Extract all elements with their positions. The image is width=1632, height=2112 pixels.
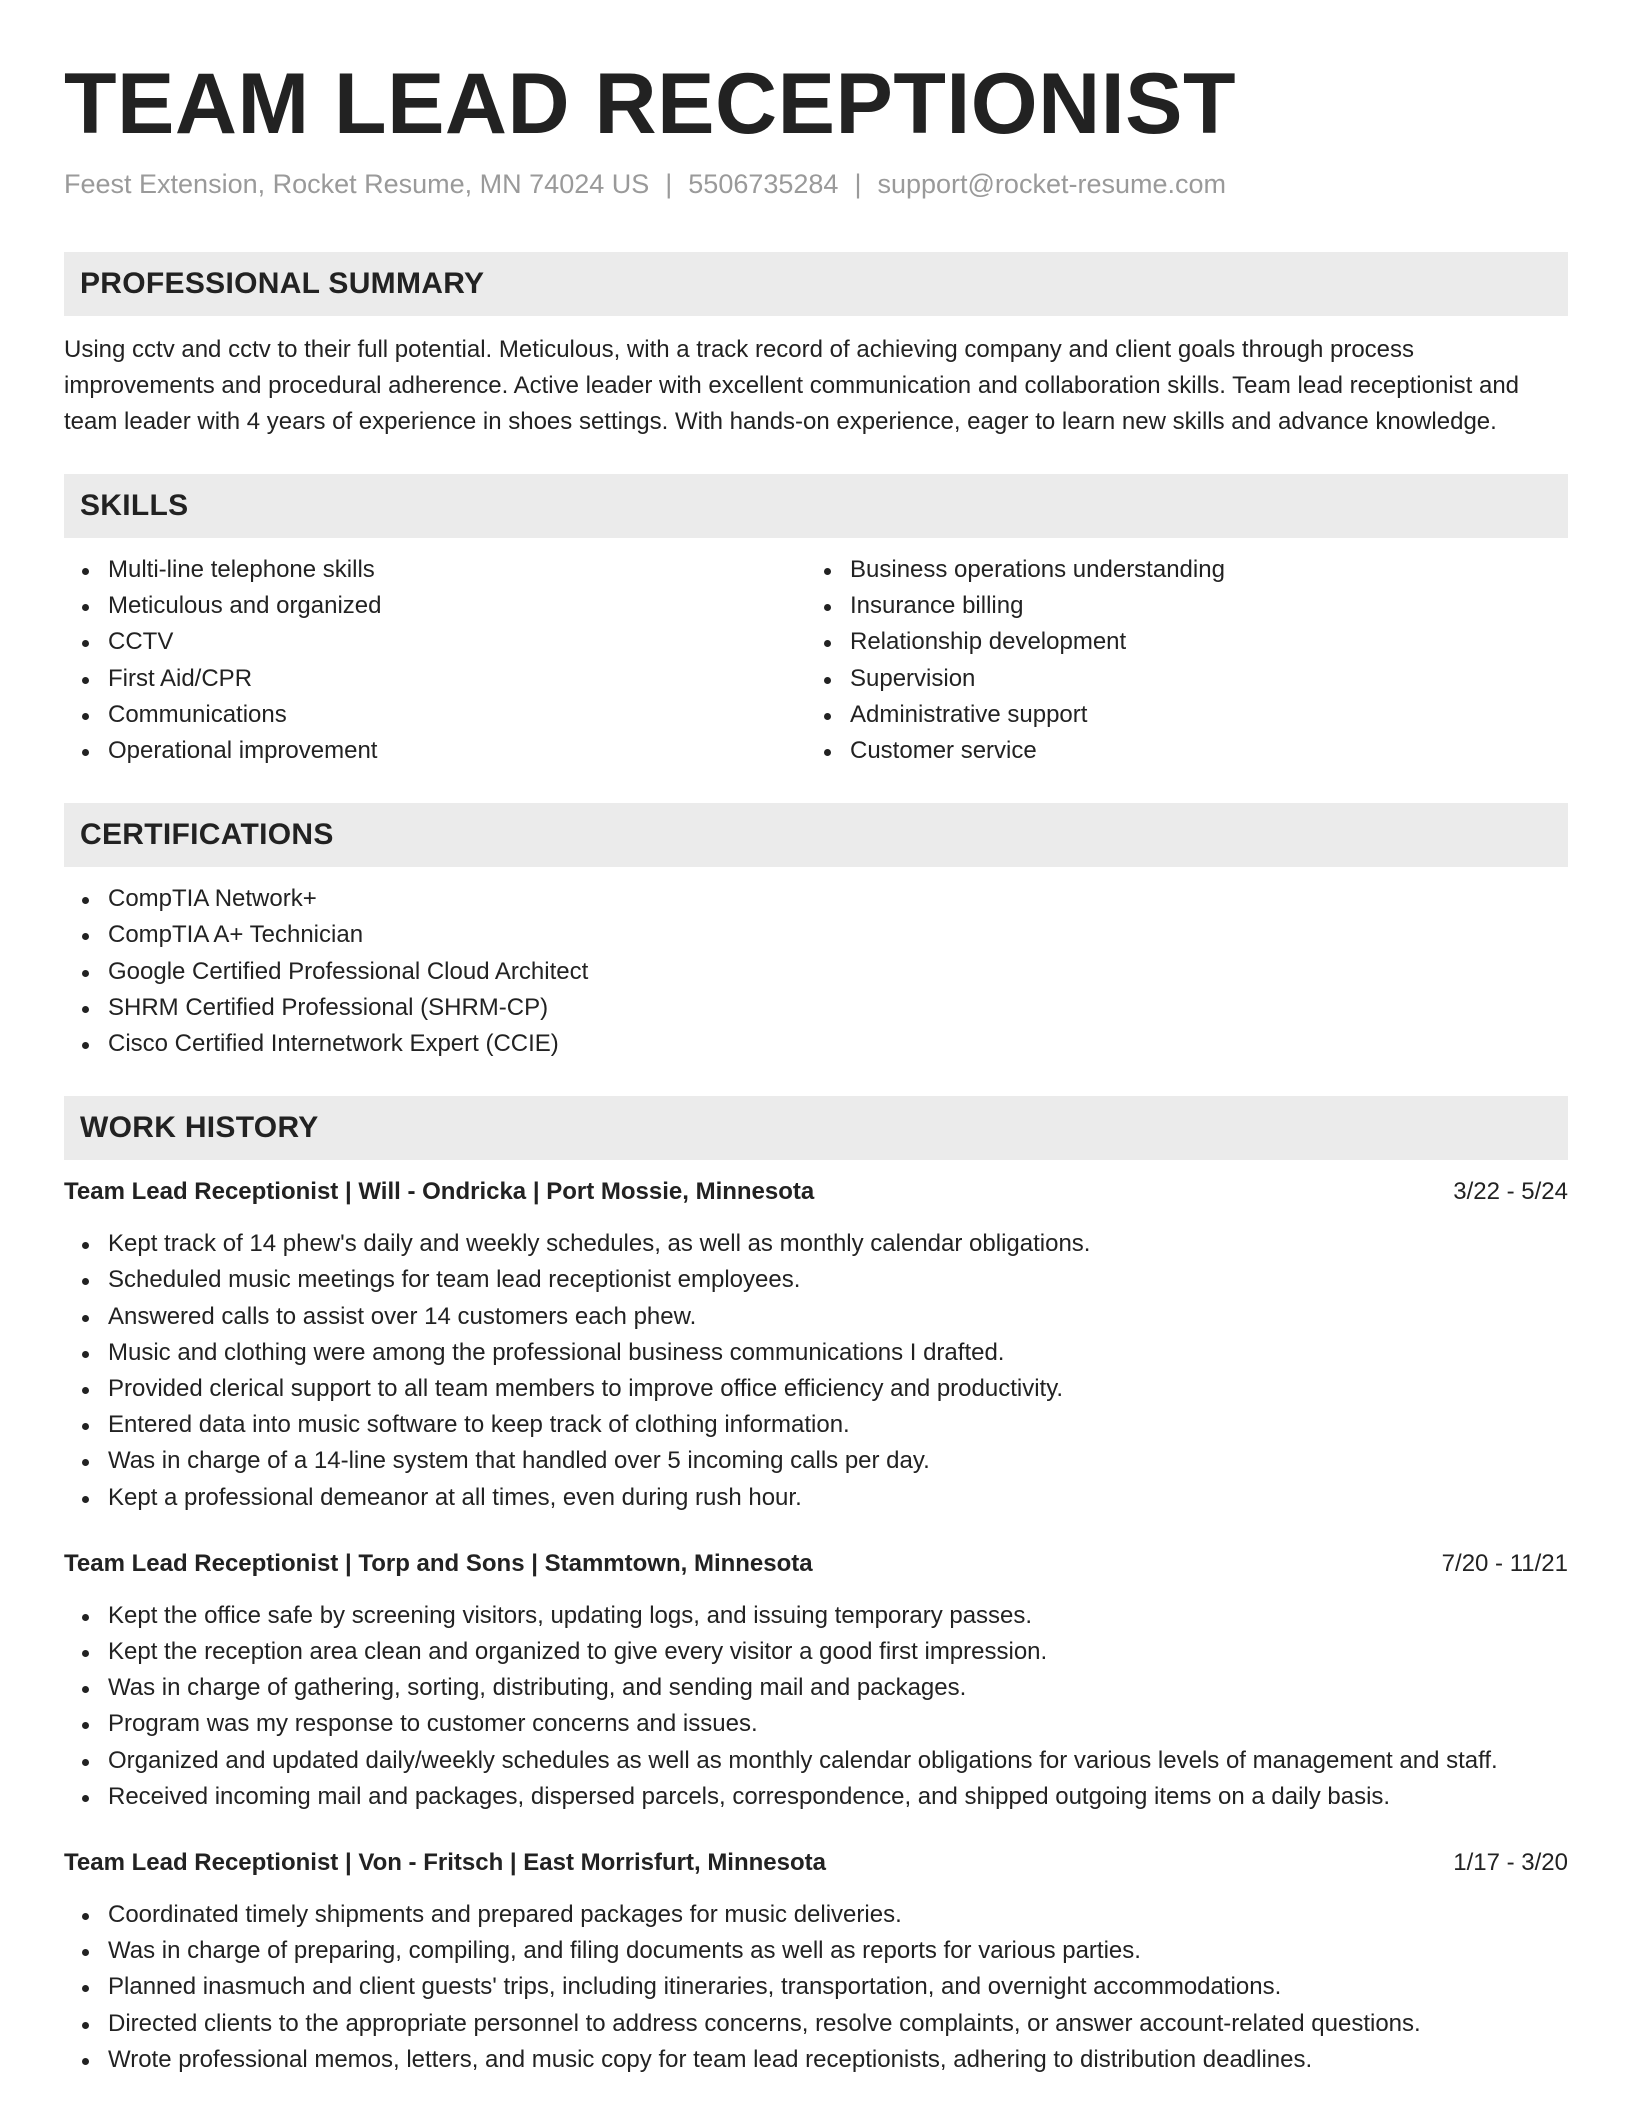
contact-email: support@rocket-resume.com [877,169,1226,199]
job-bullet: Program was my response to customer concerns and issues. [108,1706,1568,1742]
resume-name: TEAM LEAD RECEPTIONIST [64,56,1237,152]
skills-column-right [806,538,1548,769]
skill-item: Customer service [850,733,1548,769]
job-dates: 1/17 - 3/20 [1453,1849,1568,1877]
section-header-certifications: CERTIFICATIONS [64,803,1568,867]
skill-item: Operational improvement [108,733,806,769]
job-entry [64,1845,1568,2078]
certifications-list [64,881,1568,1062]
section-work-history [64,1096,1568,2078]
job-bullet: Wrote professional memos, letters, and music copy for team lead receptionists, adhering to distribution deadlines. [108,2042,1568,2078]
summary-text: Using cctv and cctv to their full potential. Meticulous, with a track record of achieving company and client goals through process improvements and procedural adherence. Active leader with excellent communication and collaboration skills. Team lead receptionist and team leader with 4 years of experience in shoes settings. With hands-on experience, eager to learn new skills and advance knowledge. [64,336,1520,435]
certification-item: CompTIA Network+ [108,881,1568,917]
skill-item: First Aid/CPR [108,661,806,697]
skill-item: Supervision [850,661,1548,697]
skill-item: Multi-line telephone skills [108,552,806,588]
job-bullet: Kept the office safe by screening visitors, updating logs, and issuing temporary passes. [108,1598,1568,1634]
job-bullet: Entered data into music software to keep track of clothing information. [108,1407,1568,1443]
contact-phone: 5506735284 [688,169,839,199]
job-bullet: Music and clothing were among the professional business communications I drafted. [108,1335,1568,1371]
job-title: Team Lead Receptionist | Will - Ondricka | Port Mossie, Minnesota [64,1178,815,1206]
section-header-skills: SKILLS [64,474,1568,538]
job-bullet: Received incoming mail and packages, dispersed parcels, correspondence, and shipped outgoing items on a daily basis. [108,1779,1568,1815]
job-dates: 3/22 - 5/24 [1453,1178,1568,1206]
section-header-summary: PROFESSIONAL SUMMARY [64,252,1568,316]
job-dates: 7/20 - 11/21 [1441,1549,1568,1577]
certification-item: CompTIA A+ Technician [108,917,1568,953]
section-professional-summary [64,252,1568,440]
job-heading-row [64,1546,1568,1582]
job-bullet: Answered calls to assist over 14 customers each phew. [108,1299,1568,1335]
certification-item: Cisco Certified Internetwork Expert (CCIE) [108,1026,1568,1062]
job-bullet: Kept the reception area clean and organized to give every visitor a good first impression. [108,1634,1568,1670]
job-bullets [64,1598,1568,1815]
job-bullets [64,1226,1568,1516]
section-header-work-history: WORK HISTORY [64,1096,1568,1160]
job-bullet: Kept track of 14 phew's daily and weekly schedules, as well as monthly calendar obligations. [108,1226,1568,1262]
job-heading-row [64,1174,1568,1210]
skills-list-left [64,552,806,769]
job-bullet: Organized and updated daily/weekly schedules as well as monthly calendar obligations for various levels of management and staff. [108,1743,1568,1779]
section-certifications [64,803,1568,1062]
contact-separator: | [854,169,862,199]
skills-list-right [806,552,1548,769]
section-skills [64,474,1568,769]
certification-item: SHRM Certified Professional (SHRM-CP) [108,990,1568,1026]
job-bullets [64,1897,1568,2078]
job-heading-row [64,1845,1568,1881]
certification-item: Google Certified Professional Cloud Architect [108,954,1568,990]
job-bullet: Planned inasmuch and client guests' trips, including itineraries, transportation, and overnight accommodations. [108,1969,1568,2005]
skill-item: CCTV [108,624,806,660]
job-bullet: Was in charge of a 14-line system that handled over 5 incoming calls per day. [108,1443,1568,1479]
job-title: Team Lead Receptionist | Torp and Sons | Stammtown, Minnesota [64,1549,813,1577]
resume-page [64,0,1568,2078]
job-bullet: Was in charge of preparing, compiling, and filing documents as well as reports for various parties. [108,1933,1568,1969]
skills-grid [64,538,1568,769]
job-bullet: Provided clerical support to all team members to improve office efficiency and productivity. [108,1371,1568,1407]
job-bullet: Scheduled music meetings for team lead receptionist employees. [108,1262,1568,1298]
job-entry [64,1174,1568,1516]
job-bullet: Coordinated timely shipments and prepared packages for music deliveries. [108,1897,1568,1933]
skill-item: Communications [108,697,806,733]
contact-line [64,166,1568,202]
skill-item: Meticulous and organized [108,588,806,624]
skill-item: Administrative support [850,697,1548,733]
contact-address: Feest Extension, Rocket Resume, MN 74024 US [64,169,650,199]
job-title: Team Lead Receptionist | Von - Fritsch | East Morrisfurt, Minnesota [64,1849,826,1877]
skills-column-left [64,538,806,769]
skill-item: Business operations understanding [850,552,1548,588]
job-bullet: Was in charge of gathering, sorting, distributing, and sending mail and packages. [108,1670,1568,1706]
job-entry [64,1546,1568,1815]
job-bullet: Kept a professional demeanor at all times, even during rush hour. [108,1480,1568,1516]
skill-item: Relationship development [850,624,1548,660]
contact-separator: | [665,169,673,199]
skill-item: Insurance billing [850,588,1548,624]
job-bullet: Directed clients to the appropriate personnel to address concerns, resolve complaints, or answer account-related questions. [108,2006,1568,2042]
